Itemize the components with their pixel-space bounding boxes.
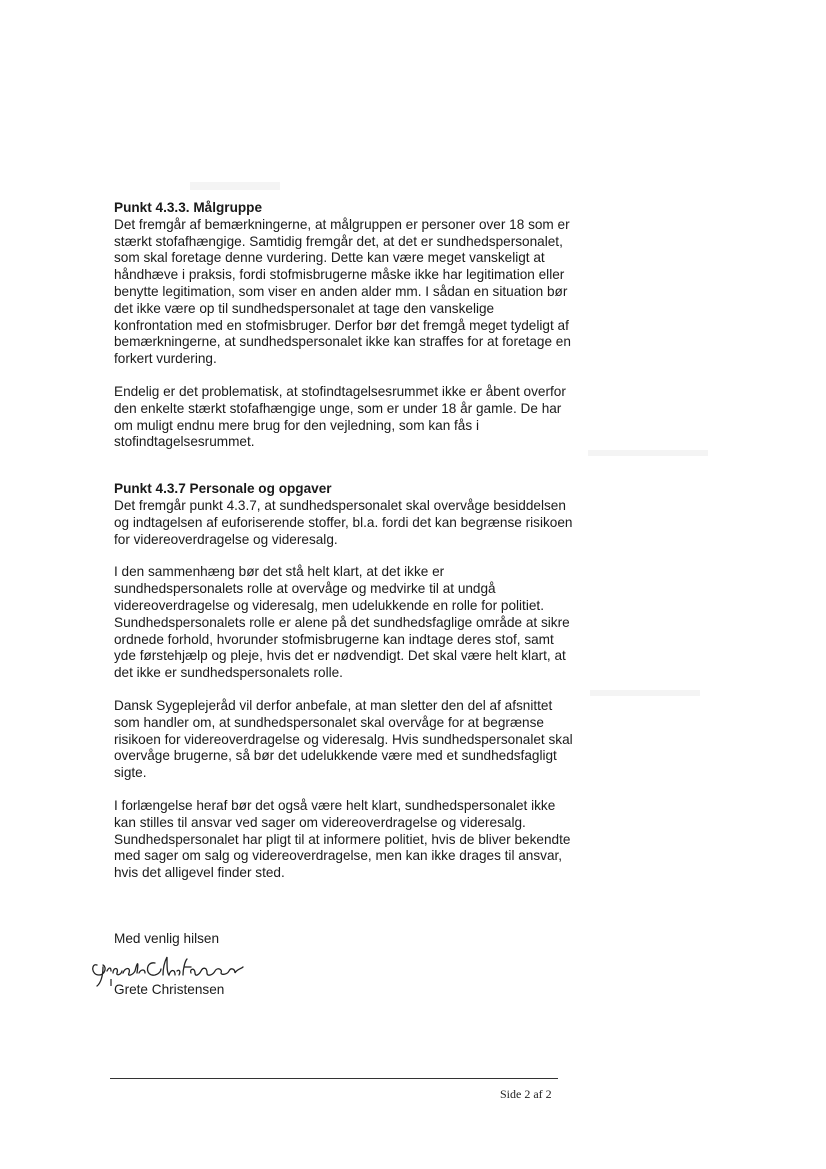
paragraph: Dansk Sygeplejeråd vil derfor anbefale, at man sletter den del af afsnittet som handler om, at sundhedspersonalet skal overvåge for at begrænse risikoen for videreoverdragelse og videresalg. Hvis sundhedspersonalet skal overvåge brugerne, så bør det udelukkende være med et sundhedsfagligt sigte. xyxy=(114,697,573,781)
show-through-mark xyxy=(190,182,280,190)
paragraph: Det fremgår punkt 4.3.7, at sundhedspersonalet skal overvåge besiddelsen og indtagelsen af euforiserende stoffer, bl.a. fordi det kan begrænse risikoen for videreoverdragelse og videresalg. xyxy=(114,497,573,547)
letter-body xyxy=(114,200,574,882)
footer-rule xyxy=(110,1078,558,1079)
paragraph: I den sammenhæng bør det stå helt klart, at det ikke er sundhedspersonalets rolle at overvåge og medvirke til at undgå videreoverdragelse og videresalg, men udelukkende en rolle for politiet. Sundhedspersonalets rolle er alene på det sundhedsfaglige område at sikre ordnede forhold, hvorunder stofmisbrugerne kan indtage deres stof, samt yde førstehjælp og pleje, hvis det er nødvendigt. Det skal være helt klart, at det ikke er sundhedspersonalets rolle. xyxy=(114,564,570,681)
page-number: Side 2 af 2 xyxy=(500,1087,552,1101)
show-through-mark xyxy=(590,690,700,696)
paragraph: Endelig er det problematisk, at stofindtagelsesrummet ikke er åbent overfor den enkelte stærkt stofafhængige unge, som er under 18 år gamle. De har om muligt endnu mere brug for den vejledning, som kan fås i stofindtagelsesrummet. xyxy=(114,383,566,450)
section-heading-personale: Punkt 4.3.7 Personale og opgaver xyxy=(114,481,332,497)
section-heading-malgruppe: Punkt 4.3.3. Målgruppe xyxy=(114,200,263,215)
signer-name: Grete Christensen xyxy=(114,982,225,997)
show-through-mark xyxy=(588,450,708,456)
paragraph: Det fremgår af bemærkningerne, at målgruppen er personer over 18 som er stærkt stofafhængige. Samtidig fremgår det, at det er sundhedspersonalet, som skal foretage denne vurdering. Dette kan være meget vanskeligt at håndhæve i praksis, fordi stofmisbrugerne måske ikke har legitimation eller benytte legitimation, som viser en anden alder mm. I sådan en situation bør det ikke være op til sundhedspersonalet at tage den vanskelige konfrontation med en stofmisbruger. Derfor bør det fremgå meget tydeligt af bemærkningerne, at sundhedspersonalet ikke kan straffes for at foretage en forkert vurdering. xyxy=(114,216,571,367)
closing-salutation: Med venlig hilsen xyxy=(114,931,220,946)
paragraph: I forlængelse heraf bør det også være helt klart, sundhedspersonalet ikke kan stilles til ansvar ved sager om videreoverdragelse og videresalg. Sundhedspersonalet har pligt til at informere politiet, hvis de bliver bekendte med sager om salg og videreoverdragelse, men kan ikke drages til ansvar, hvis det alligevel finder sted. xyxy=(114,797,571,881)
